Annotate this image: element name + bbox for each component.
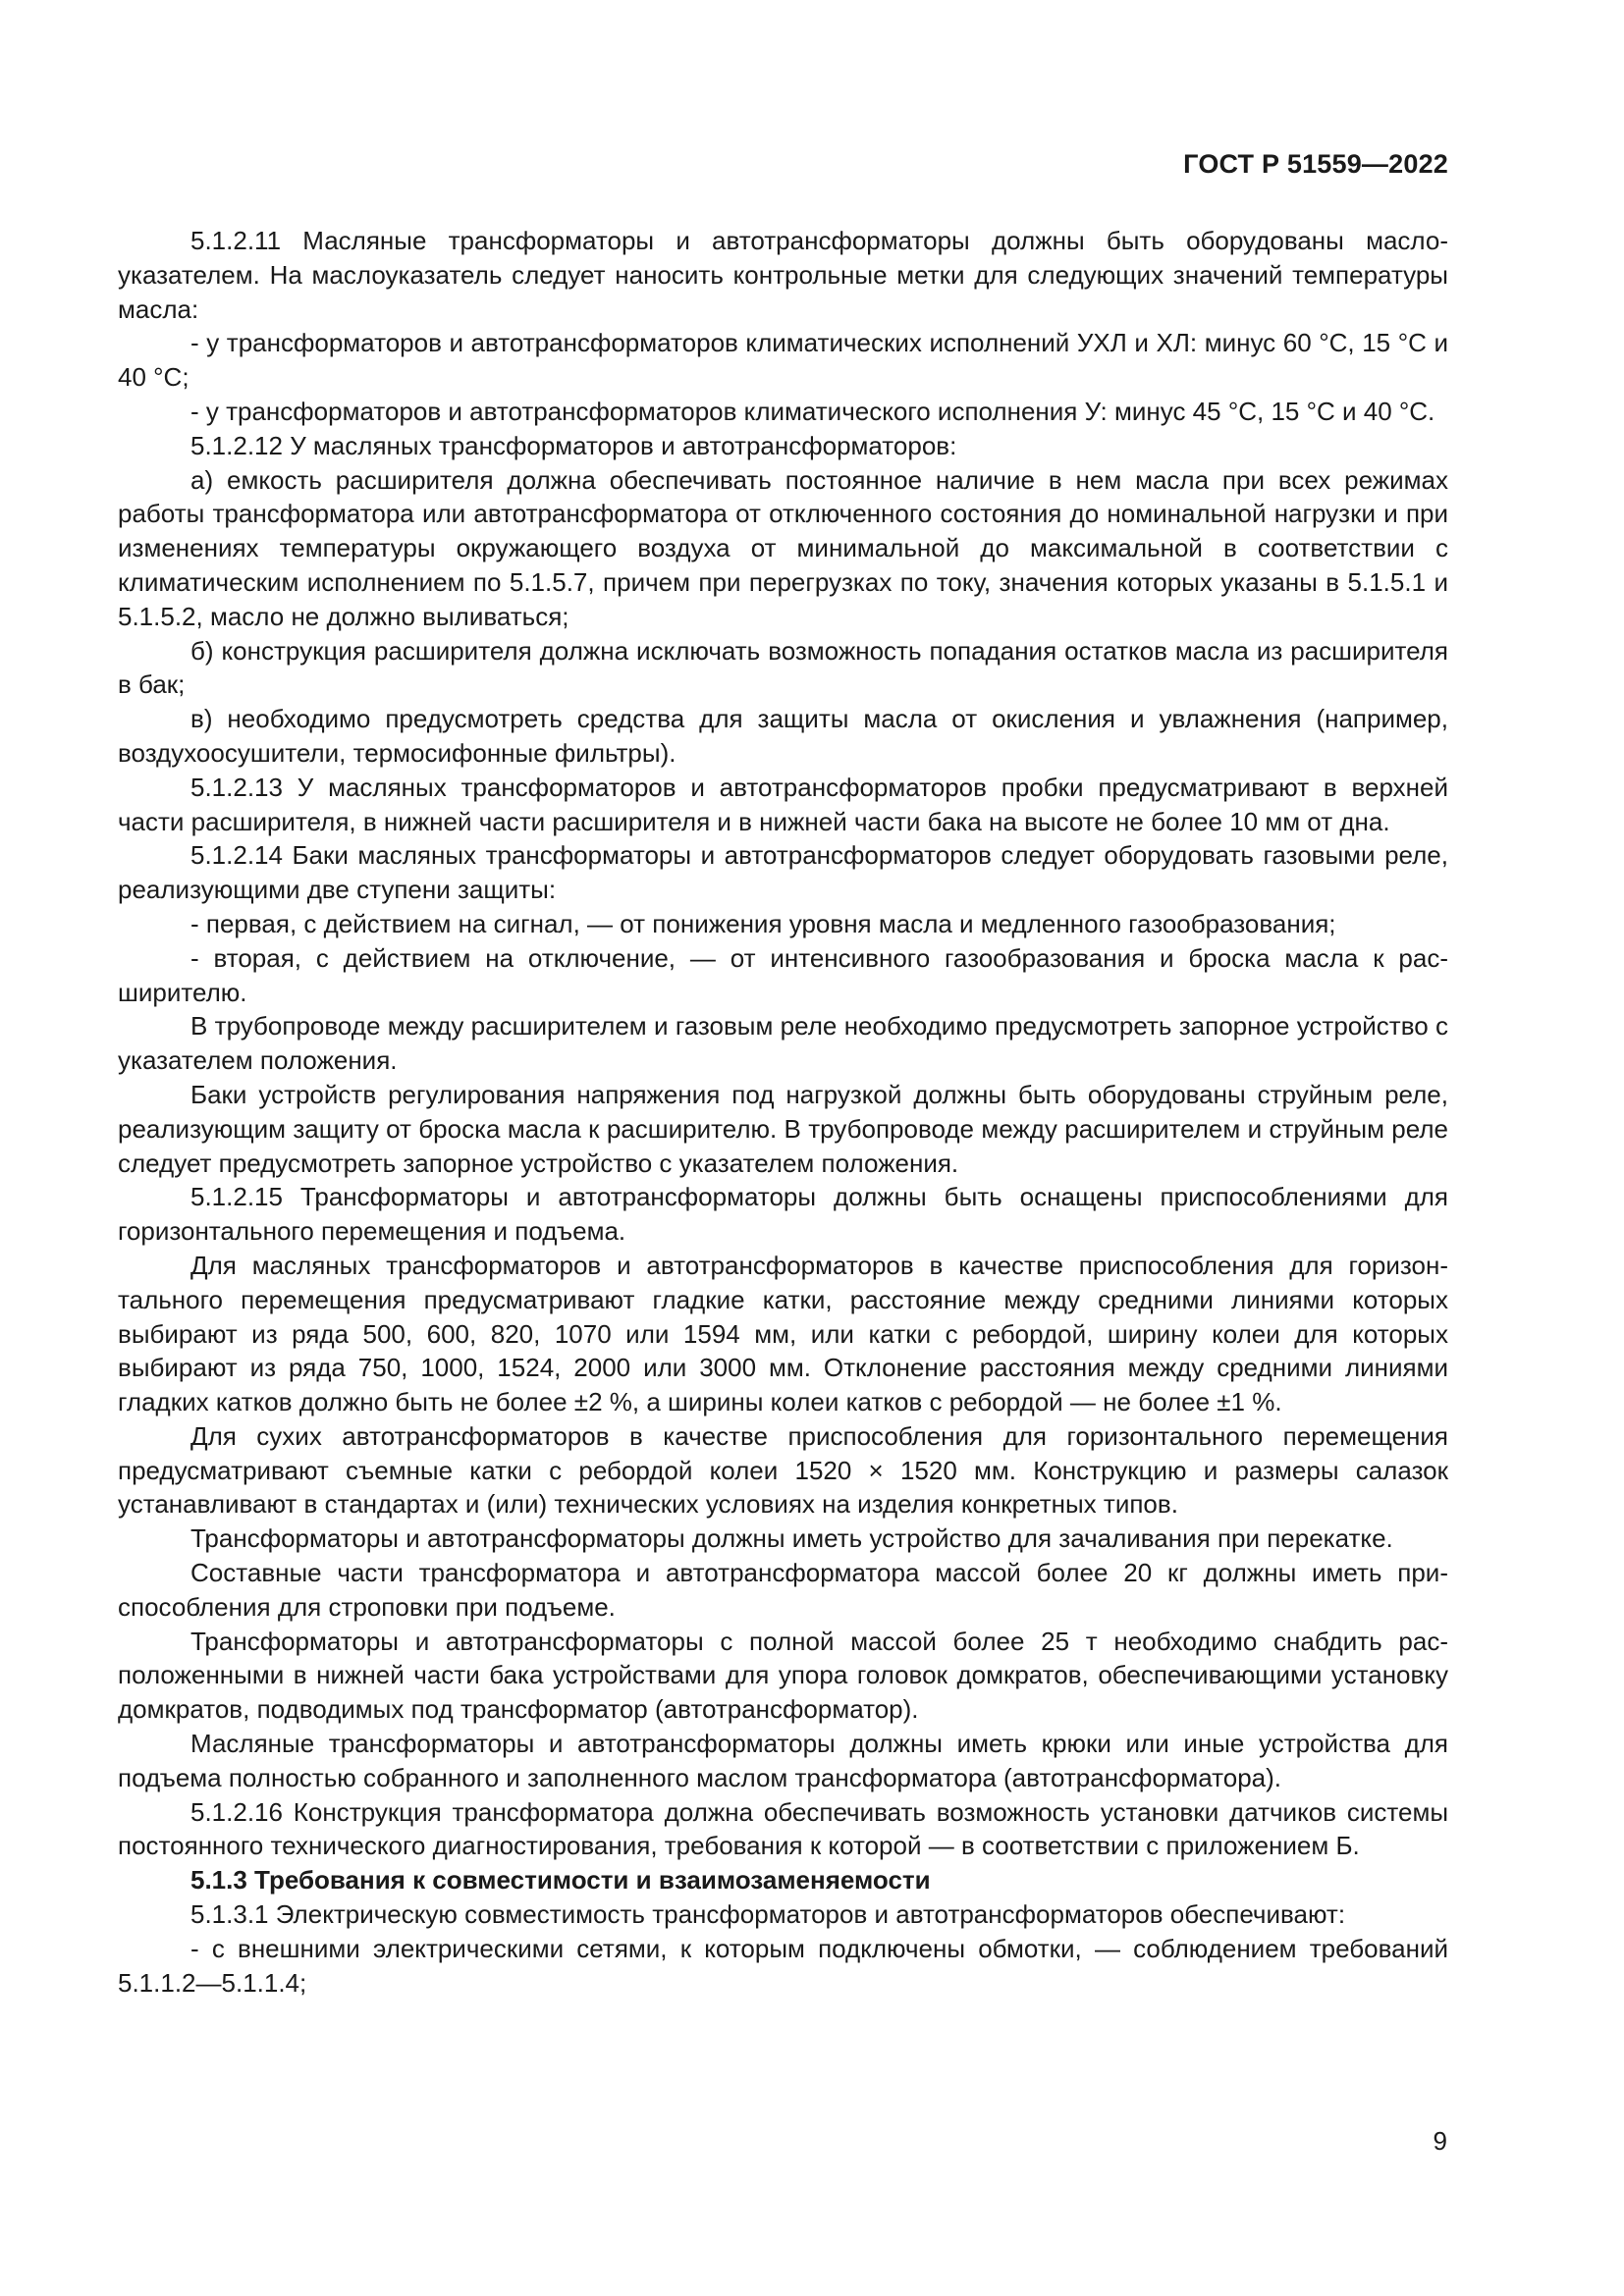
paragraph: Баки устройств регулирования напряжения под нагрузкой должны быть оборудованы струйным реле, реализующим защиту от броска масла к расширителю. В трубопроводе между расширителем и струйным реле следует предусмотреть запорное устройство с указателем положения. [118, 1079, 1448, 1178]
paragraph: б) конструкция расширителя должна исключать возможность попадания остатков масла из расширителя в бак; [118, 635, 1448, 700]
paragraph: Составные части трансформатора и автотрансформатора массой более 20 кг должны иметь приспособления для строповки при подъеме. [118, 1558, 1448, 1622]
paragraph: 5.1.3.1 Электрическую совместимость трансформаторов и автотрансформаторов обеспечивают: [190, 1899, 1346, 1930]
paragraph: - у трансформаторов и автотрансформаторов климатических исполнений УХЛ и ХЛ: минус 60 °С, 15 °С и 40 °С; [118, 328, 1448, 393]
paragraph: Для масляных трансформаторов и автотрансформаторов в качестве приспособления для горизонтального перемещения предусматривают гладкие катки, расстояние между средними линиями которых выбирают из ряда 500, 600, 820, 1070 или 1594 мм, или катки с ребордой, ширину колеи для которых выбирают из ряда 750, 1000, 1524, 2000 или 3000 мм. Отклонение расстояния между средними линиями гладких катков должно быть не более ±2 %, а ширины колеи катков с ребордой — не более ±1 %. [118, 1250, 1448, 1417]
paragraph: Для сухих автотрансформаторов в качестве приспособления для горизонтального перемещения предусматривают съемные катки с ребордой колеи 1520 × 1520 мм. Конструкцию и размеры салазок устанавливают в стандартах и (или) технических условиях на изделия конкретных типов. [118, 1420, 1448, 1520]
paragraph: 5.1.2.13 У масляных трансформаторов и автотрансформаторов пробки предусматривают в верхней части расширителя, в нижней части расширителя и в нижней части бака на высоте не более 10 мм от дна. [118, 772, 1448, 836]
paragraph: Трансформаторы и автотрансформаторы с полной массой более 25 т необходимо снабдить расположенными в нижней части бака устройствами для упора головок домкратов, обеспечивающими установку домкратов, подводимых под трансформатор (автотрансформатор). [118, 1626, 1448, 1725]
paragraph: в) необходимо предусмотреть средства для защиты масла от окисления и увлажнения (например, воздухоосушители, термосифонные фильтры). [118, 704, 1448, 768]
document-body [118, 224, 1448, 2000]
document-code: ГОСТ Р 51559—2022 [1183, 149, 1448, 179]
paragraph: - первая, с действием на сигнал, — от понижения уровня масла и медленного газообразования; [190, 908, 1336, 938]
paragraph: Масляные трансформаторы и автотрансформаторы должны иметь крюки или иные устройства для подъема полностью собранного и заполненного маслом трансформатора (автотрансформатора). [118, 1729, 1448, 1792]
paragraph: В трубопроводе между расширителем и газовым реле необходимо предусмотреть запорное устройство с указателем положения. [118, 1011, 1448, 1076]
paragraph: а) емкость расширителя должна обеспечивать постоянное наличие в нем масла при всех режимах работы трансформатора или автотрансформатора от отключенного состояния до номинальной нагрузки и при изменениях температуры окружающего воздуха от минимальной до максимальной в соответствии с климатическим исполнением по 5.1.5.7, причем при перегрузках по току, значения которых указаны в 5.1.5.1 и 5.1.5.2, масло не должно выливаться; [118, 464, 1448, 631]
paragraph: 5.1.2.14 Баки масляных трансформаторы и автотрансформаторов следует оборудовать газовыми реле, реализующими две ступени защиты: [118, 840, 1448, 905]
paragraph: 5.1.2.12 У масляных трансформаторов и автотрансформаторов: [190, 430, 957, 460]
section-heading: 5.1.3 Требования к совместимости и взаимозаменяемости [190, 1865, 931, 1896]
paragraph: 5.1.2.11 Масляные трансформаторы и автотрансформаторы должны быть оборудованы маслоуказателем. На маслоуказатель следует наносить контрольные метки для следующих значений температуры масла: [118, 226, 1448, 324]
paragraph: - вторая, с действием на отключение, — от интенсивного газообразования и броска масла к расширителю. [118, 942, 1448, 1007]
paragraph: 5.1.2.15 Трансформаторы и автотрансформаторы должны быть оснащены приспособлениями для горизонтального перемещения и подъема. [118, 1182, 1448, 1247]
paragraph: - у трансформаторов и автотрансформаторов климатического исполнения У: минус 45 °С, 15 °С и 40 °С. [190, 396, 1435, 426]
paragraph: 5.1.2.16 Конструкция трансформатора должна обеспечивать возможность установки датчиков системы постоянного технического диагностирования, требования к которой — в соответствии с приложением Б. [118, 1796, 1448, 1861]
paragraph: - с внешними электрическими сетями, к которым подключены обмотки, — соблюдением требований 5.1.1.2—5.1.1.4; [118, 1933, 1448, 1998]
page-number: 9 [1433, 2126, 1447, 2156]
paragraph: Трансформаторы и автотрансформаторы должны иметь устройство для зачаливания при перекатке. [190, 1523, 1393, 1554]
